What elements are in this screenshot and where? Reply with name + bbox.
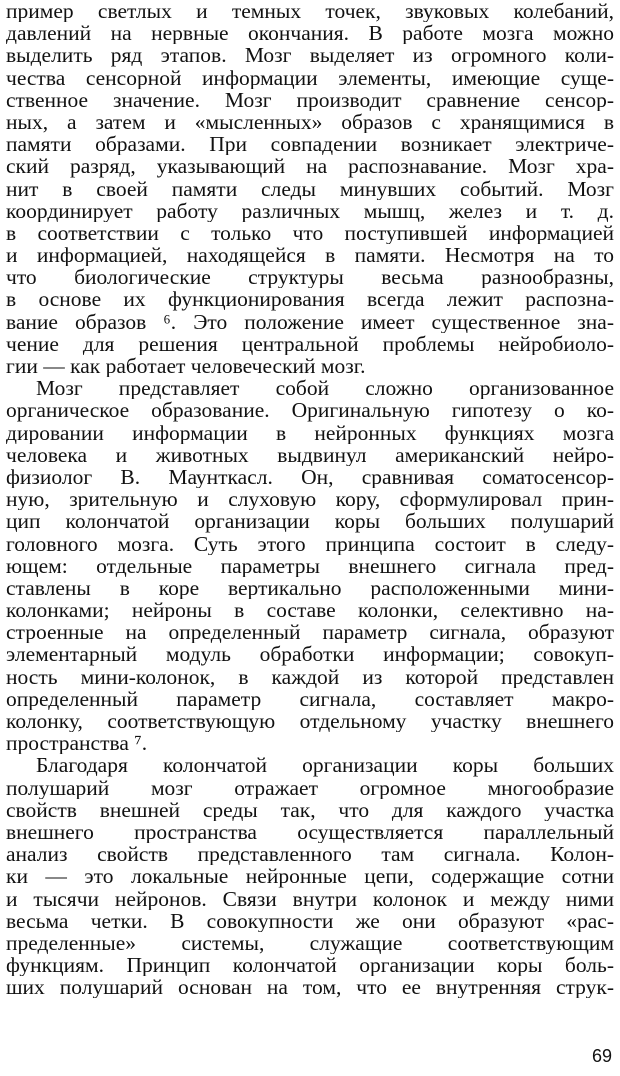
- text-line: чества сенсорной информации элементы, имеющие суще-: [6, 66, 614, 89]
- text-line: дировании информации в нейронных функциях мозга: [6, 421, 614, 444]
- text-line: ющем: отдельные параметры внешнего сигнала пред-: [6, 554, 614, 577]
- text-line: внешнего пространства осуществляется параллельный: [6, 820, 614, 844]
- text-line: человека и животных выдвинул американский нейро-: [6, 443, 614, 466]
- page-number: 69: [591, 1046, 612, 1066]
- text-line: головного мозга. Суть этого принципа состоит в следу-: [6, 532, 614, 555]
- text-line: ную, зрительную и слуховую кору, сформулировал прин-: [6, 488, 614, 511]
- text-line: ных, а затем и «мысленных» образов с хранящимися в: [6, 110, 614, 134]
- text-line: выделить ряд этапов. Мозг выделяет из огромного коли-: [6, 44, 614, 67]
- text-line: цип колончатой организации коры больших полушарий: [6, 510, 614, 533]
- text-line: пример светлых и темных точек, звуковых колебаний,: [6, 0, 614, 23]
- text-line: строенные на определенный параметр сигнала, образуют: [6, 621, 614, 644]
- text-line: пределенные» системы, служащие соответствующим: [6, 931, 614, 955]
- paragraph-1: [6, 0, 614, 377]
- text-line: что биологические структуры весьма разнообразны,: [6, 266, 614, 289]
- text-line: давлений на нервные окончания. В работе мозга можно: [6, 22, 614, 45]
- book-page: [6, 0, 614, 1076]
- text-line: функциям. Принцип колончатой организации коры боль-: [6, 954, 614, 977]
- paragraph-2: [6, 377, 614, 754]
- text-line: нит в своей памяти следы минувших событий. Мозг: [6, 177, 614, 200]
- text-line: колонку, соответствующую отдельному участку внешнего: [6, 710, 614, 733]
- text-line: Мозг представляет собой сложно организованное: [36, 377, 614, 400]
- text-line: ставлены в коре вертикально расположенными мини-: [6, 576, 614, 600]
- text-line: ский разряд, указывающий на распознавание. Мозг хра-: [6, 155, 614, 178]
- text-line: ки — это локальные нейронные цепи, содержащие сотни: [6, 865, 614, 888]
- text-line: определенный параметр сигнала, составляет макро-: [6, 687, 614, 710]
- text-line: вание образов ⁶. Это положение имеет существенное зна-: [6, 310, 614, 333]
- text-line: элементарный модуль обработки информации; совокуп-: [6, 643, 614, 666]
- text-line: памяти образами. При совпадении возникает электриче-: [6, 133, 614, 156]
- text-line: весьма четки. В совокупности же они образуют «рас-: [6, 909, 614, 932]
- text-line: ность мини-колонок, в каждой из которой представлен: [6, 665, 614, 688]
- text-line: и тысячи нейронов. Связи внутри колонок и между ними: [6, 887, 614, 910]
- text-line: чение для решения центральной проблемы нейробиоло-: [6, 332, 614, 355]
- text-line: Благодаря колончатой организации коры больших: [36, 754, 614, 777]
- text-line: ственное значение. Мозг производит сравнение сенсор-: [6, 88, 614, 111]
- text-line: свойств внешней среды так, что для каждого участка: [6, 798, 614, 821]
- paragraph-3: [6, 754, 614, 998]
- text-line: анализ свойств представленного там сигнала. Колон-: [6, 843, 614, 866]
- text-line: органическое образование. Оригинальную гипотезу о ко-: [6, 399, 614, 422]
- text-line: полушарий мозг отражает огромное многообразие: [6, 776, 614, 799]
- text-line: в соответствии с только что поступившей информацией: [6, 221, 614, 245]
- text-line: пространства ⁷.: [6, 732, 148, 755]
- text-line: гии — как работает человеческий мозг.: [6, 355, 366, 378]
- text-line: ших полушарий основан на том, что ее внутренняя струк-: [6, 976, 614, 999]
- text-line: колонками; нейроны в составе колонки, селективно на-: [6, 599, 614, 622]
- text-line: физиолог В. Маунткасл. Он, сравнивая соматосенсор-: [6, 465, 614, 489]
- text-line: и информацией, находящейся в памяти. Несмотря на то: [6, 244, 614, 267]
- text-line: в основе их функционирования всегда лежит распозна-: [6, 288, 614, 311]
- text-line: координирует работу различных мышц, желез и т. д.: [6, 199, 614, 222]
